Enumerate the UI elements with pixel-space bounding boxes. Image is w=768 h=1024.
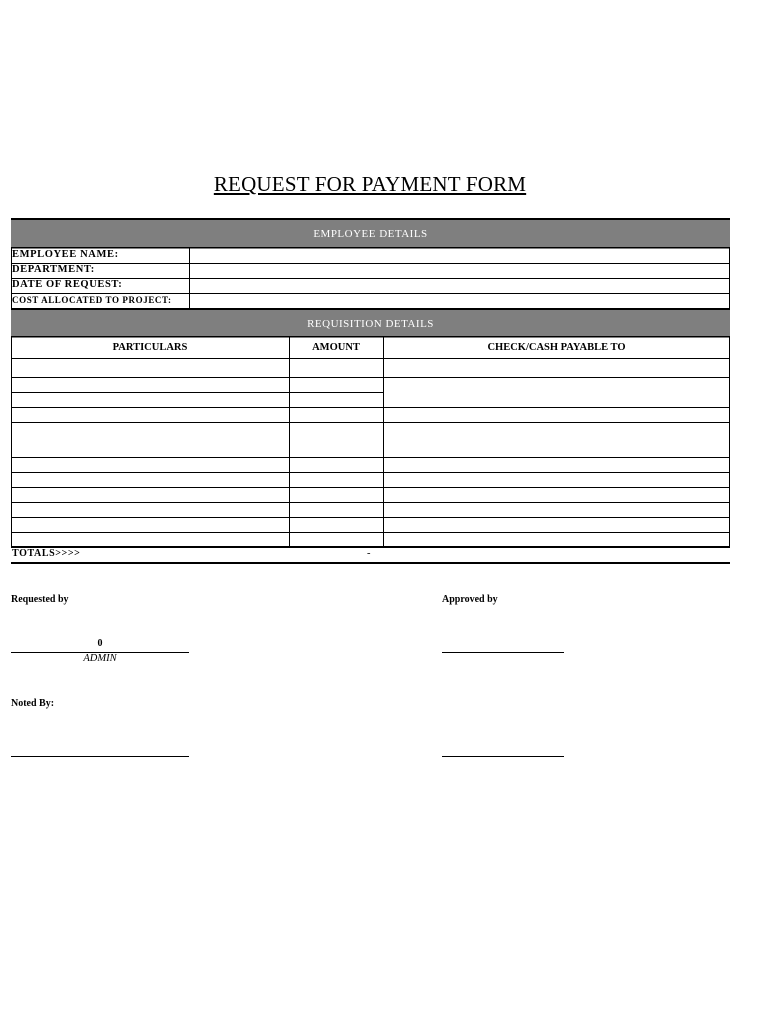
requested-by-role: ADMIN <box>83 653 117 664</box>
employee-name-field[interactable] <box>195 249 725 262</box>
approved-by-label: Approved by <box>442 594 498 605</box>
totals-bottom-border <box>11 562 730 564</box>
noted-by-signature-line <box>11 756 189 757</box>
table-row <box>11 502 730 503</box>
table-row <box>11 392 383 393</box>
department-label: DEPARTMENT: <box>12 264 95 275</box>
requested-by-label: Requested by <box>11 594 69 605</box>
form-title: REQUEST FOR PAYMENT FORM <box>213 172 527 196</box>
table-row <box>11 517 730 518</box>
department-field[interactable] <box>195 264 725 277</box>
amount-column-header: AMOUNT <box>312 342 360 353</box>
date-of-request-label: DATE OF REQUEST: <box>12 279 123 290</box>
noted-by-label: Noted By: <box>11 698 55 709</box>
table-row <box>11 472 730 473</box>
table-row <box>11 457 730 458</box>
employee-details-heading: EMPLOYEE DETAILS <box>11 218 730 249</box>
row-divider <box>11 293 730 294</box>
employee-name-label: EMPLOYEE NAME: <box>12 249 119 260</box>
totals-amount: - <box>367 548 371 559</box>
requisition-details-heading: REQUISITION DETAILS <box>11 308 730 338</box>
approved-by-signature-line <box>442 652 564 653</box>
table-row <box>11 422 730 423</box>
cost-allocated-field[interactable] <box>195 295 725 308</box>
table-row <box>11 532 730 533</box>
totals-label: TOTALS>>>> <box>12 548 81 559</box>
requested-by-value: 0 <box>97 638 103 649</box>
table-row <box>11 358 730 359</box>
cost-allocated-label: COST ALLOCATED TO PROJECT: <box>12 295 172 305</box>
table-row <box>11 407 730 408</box>
payable-to-column-header: CHECK/CASH PAYABLE TO <box>487 342 626 353</box>
table-row <box>11 377 730 378</box>
particulars-column-header: PARTICULARS <box>112 342 188 353</box>
date-of-request-field[interactable] <box>195 279 725 292</box>
table-row <box>11 487 730 488</box>
second-signature-line <box>442 756 564 757</box>
